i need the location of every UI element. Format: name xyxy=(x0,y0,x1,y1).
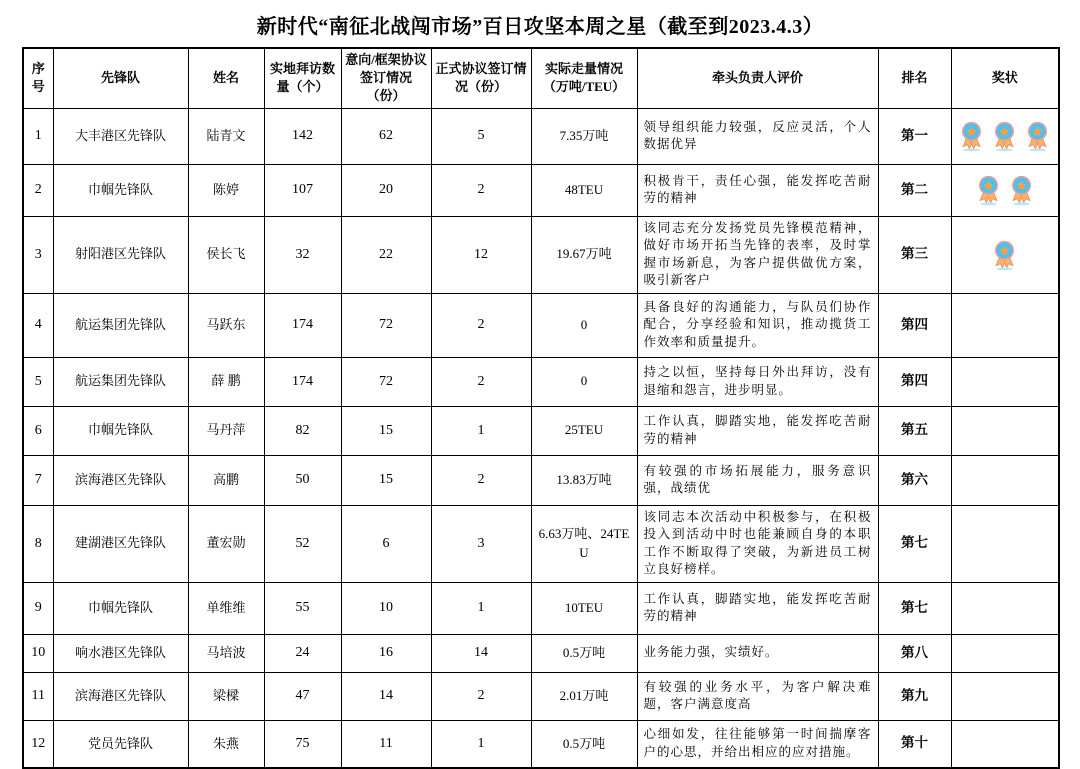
table-row xyxy=(23,293,1059,357)
medal-icon xyxy=(958,120,985,152)
award-cell xyxy=(951,720,1059,768)
team-cell: 党员先锋队 xyxy=(53,720,188,768)
visits-cell: 174 xyxy=(264,357,341,406)
formal-cell: 1 xyxy=(431,720,531,768)
name-cell: 马丹萍 xyxy=(188,406,264,455)
evaluation-cell: 业务能力强，实绩好。 xyxy=(637,634,878,672)
table-row xyxy=(23,108,1059,164)
intent-cell: 20 xyxy=(341,164,431,216)
table-body xyxy=(23,108,1059,768)
row-number-cell: 6 xyxy=(23,406,53,455)
award-cell xyxy=(951,582,1059,634)
volume-cell: 48TEU xyxy=(531,164,637,216)
award-cell xyxy=(951,164,1059,216)
name-cell: 陆青文 xyxy=(188,108,264,164)
column-header-0: 序号 xyxy=(23,48,53,108)
intent-cell: 16 xyxy=(341,634,431,672)
name-cell: 马培波 xyxy=(188,634,264,672)
intent-cell: 72 xyxy=(341,357,431,406)
intent-cell: 11 xyxy=(341,720,431,768)
row-number-cell: 11 xyxy=(23,672,53,720)
rank-cell: 第五 xyxy=(878,406,951,455)
formal-cell: 12 xyxy=(431,216,531,293)
team-cell: 巾帼先锋队 xyxy=(53,406,188,455)
column-header-2: 姓名 xyxy=(188,48,264,108)
medal-icon xyxy=(975,174,1002,206)
award-cell xyxy=(951,455,1059,505)
intent-cell: 10 xyxy=(341,582,431,634)
table-row xyxy=(23,357,1059,406)
row-number-cell: 9 xyxy=(23,582,53,634)
row-number-cell: 5 xyxy=(23,357,53,406)
volume-cell: 10TEU xyxy=(531,582,637,634)
intent-cell: 6 xyxy=(341,505,431,582)
column-header-6: 实际走量情况（万吨/TEU） xyxy=(531,48,637,108)
name-cell: 薛 鹏 xyxy=(188,357,264,406)
formal-cell: 14 xyxy=(431,634,531,672)
row-number-cell: 2 xyxy=(23,164,53,216)
rank-cell: 第六 xyxy=(878,455,951,505)
evaluation-cell: 领导组织能力较强，反应灵活，个人数据优异 xyxy=(637,108,878,164)
table-row xyxy=(23,505,1059,582)
team-cell: 射阳港区先锋队 xyxy=(53,216,188,293)
award-cell xyxy=(951,216,1059,293)
intent-cell: 72 xyxy=(341,293,431,357)
name-cell: 董宏勋 xyxy=(188,505,264,582)
rank-cell: 第八 xyxy=(878,634,951,672)
volume-cell: 2.01万吨 xyxy=(531,672,637,720)
table-header-row xyxy=(23,48,1059,108)
column-header-5: 正式协议签订情况（份） xyxy=(431,48,531,108)
row-number-cell: 8 xyxy=(23,505,53,582)
visits-cell: 107 xyxy=(264,164,341,216)
table-row xyxy=(23,634,1059,672)
visits-cell: 75 xyxy=(264,720,341,768)
team-cell: 大丰港区先锋队 xyxy=(53,108,188,164)
award-cell xyxy=(951,634,1059,672)
column-header-8: 排名 xyxy=(878,48,951,108)
volume-cell: 13.83万吨 xyxy=(531,455,637,505)
evaluation-cell: 持之以恒，坚持每日外出拜访，没有退缩和怨言，进步明显。 xyxy=(637,357,878,406)
row-number-cell: 7 xyxy=(23,455,53,505)
rank-cell: 第三 xyxy=(878,216,951,293)
volume-cell: 7.35万吨 xyxy=(531,108,637,164)
visits-cell: 50 xyxy=(264,455,341,505)
volume-cell: 0.5万吨 xyxy=(531,720,637,768)
table-row xyxy=(23,582,1059,634)
award-cell xyxy=(951,406,1059,455)
formal-cell: 2 xyxy=(431,293,531,357)
team-cell: 响水港区先锋队 xyxy=(53,634,188,672)
volume-cell: 6.63万吨、24TEU xyxy=(531,505,637,582)
evaluation-cell: 该同志本次活动中积极参与，在积极投入到活动中时也能兼顾自身的本职工作不断取得了突破，为新进员工树立良好榜样。 xyxy=(637,505,878,582)
row-number-cell: 3 xyxy=(23,216,53,293)
volume-cell: 25TEU xyxy=(531,406,637,455)
evaluation-cell: 工作认真，脚踏实地，能发挥吃苦耐劳的精神 xyxy=(637,406,878,455)
row-number-cell: 10 xyxy=(23,634,53,672)
formal-cell: 2 xyxy=(431,357,531,406)
visits-cell: 174 xyxy=(264,293,341,357)
table-row xyxy=(23,455,1059,505)
formal-cell: 2 xyxy=(431,672,531,720)
visits-cell: 55 xyxy=(264,582,341,634)
intent-cell: 15 xyxy=(341,455,431,505)
name-cell: 陈婷 xyxy=(188,164,264,216)
row-number-cell: 4 xyxy=(23,293,53,357)
formal-cell: 3 xyxy=(431,505,531,582)
medal-icon xyxy=(991,239,1018,271)
evaluation-cell: 心细如发，往往能够第一时间揣摩客户的心思，并给出相应的应对措施。 xyxy=(637,720,878,768)
name-cell: 高鹏 xyxy=(188,455,264,505)
rank-cell: 第七 xyxy=(878,582,951,634)
award-cell xyxy=(951,108,1059,164)
formal-cell: 1 xyxy=(431,406,531,455)
visits-cell: 32 xyxy=(264,216,341,293)
visits-cell: 52 xyxy=(264,505,341,582)
rank-cell: 第一 xyxy=(878,108,951,164)
formal-cell: 2 xyxy=(431,455,531,505)
rank-cell: 第二 xyxy=(878,164,951,216)
weekly-star-table xyxy=(22,47,1060,769)
evaluation-cell: 该同志充分发扬党员先锋模范精神，做好市场开拓当先锋的表率，及时掌握市场新息，为客户提供做优方案，吸引新客户 xyxy=(637,216,878,293)
evaluation-cell: 积极肯干，责任心强，能发挥吃苦耐劳的精神 xyxy=(637,164,878,216)
rank-cell: 第四 xyxy=(878,357,951,406)
team-cell: 巾帼先锋队 xyxy=(53,582,188,634)
formal-cell: 2 xyxy=(431,164,531,216)
volume-cell: 19.67万吨 xyxy=(531,216,637,293)
team-cell: 建湖港区先锋队 xyxy=(53,505,188,582)
rank-cell: 第九 xyxy=(878,672,951,720)
volume-cell: 0 xyxy=(531,293,637,357)
name-cell: 单维维 xyxy=(188,582,264,634)
rank-cell: 第十 xyxy=(878,720,951,768)
team-cell: 巾帼先锋队 xyxy=(53,164,188,216)
name-cell: 朱燕 xyxy=(188,720,264,768)
team-cell: 滨海港区先锋队 xyxy=(53,455,188,505)
name-cell: 马跃东 xyxy=(188,293,264,357)
name-cell: 梁樑 xyxy=(188,672,264,720)
intent-cell: 15 xyxy=(341,406,431,455)
column-header-9: 奖状 xyxy=(951,48,1059,108)
award-cell xyxy=(951,357,1059,406)
visits-cell: 47 xyxy=(264,672,341,720)
column-header-7: 牵头负责人评价 xyxy=(637,48,878,108)
visits-cell: 82 xyxy=(264,406,341,455)
award-cell xyxy=(951,505,1059,582)
column-header-4: 意向/框架协议签订情况（份） xyxy=(341,48,431,108)
team-cell: 滨海港区先锋队 xyxy=(53,672,188,720)
visits-cell: 24 xyxy=(264,634,341,672)
table-row xyxy=(23,720,1059,768)
name-cell: 侯长飞 xyxy=(188,216,264,293)
row-number-cell: 1 xyxy=(23,108,53,164)
column-header-3: 实地拜访数量（个） xyxy=(264,48,341,108)
table-row xyxy=(23,406,1059,455)
award-cell xyxy=(951,672,1059,720)
column-header-1: 先锋队 xyxy=(53,48,188,108)
visits-cell: 142 xyxy=(264,108,341,164)
medal-icon xyxy=(991,120,1018,152)
table-row xyxy=(23,672,1059,720)
formal-cell: 1 xyxy=(431,582,531,634)
award-cell xyxy=(951,293,1059,357)
evaluation-cell: 有较强的业务水平，为客户解决难题，客户满意度高 xyxy=(637,672,878,720)
team-cell: 航运集团先锋队 xyxy=(53,357,188,406)
row-number-cell: 12 xyxy=(23,720,53,768)
evaluation-cell: 具备良好的沟通能力，与队员们协作配合，分享经验和知识，推动揽货工作效率和质量提升。 xyxy=(637,293,878,357)
formal-cell: 5 xyxy=(431,108,531,164)
evaluation-cell: 有较强的市场拓展能力，服务意识强，战绩优 xyxy=(637,455,878,505)
table-row xyxy=(23,216,1059,293)
rank-cell: 第四 xyxy=(878,293,951,357)
volume-cell: 0.5万吨 xyxy=(531,634,637,672)
intent-cell: 14 xyxy=(341,672,431,720)
table-row xyxy=(23,164,1059,216)
intent-cell: 22 xyxy=(341,216,431,293)
medal-icon xyxy=(1008,174,1035,206)
team-cell: 航运集团先锋队 xyxy=(53,293,188,357)
intent-cell: 62 xyxy=(341,108,431,164)
evaluation-cell: 工作认真，脚踏实地，能发挥吃苦耐劳的精神 xyxy=(637,582,878,634)
rank-cell: 第七 xyxy=(878,505,951,582)
volume-cell: 0 xyxy=(531,357,637,406)
page-title: 新时代“南征北战闯市场”百日攻坚本周之星（截至到2023.4.3） xyxy=(256,16,824,38)
medal-icon xyxy=(1024,120,1051,152)
